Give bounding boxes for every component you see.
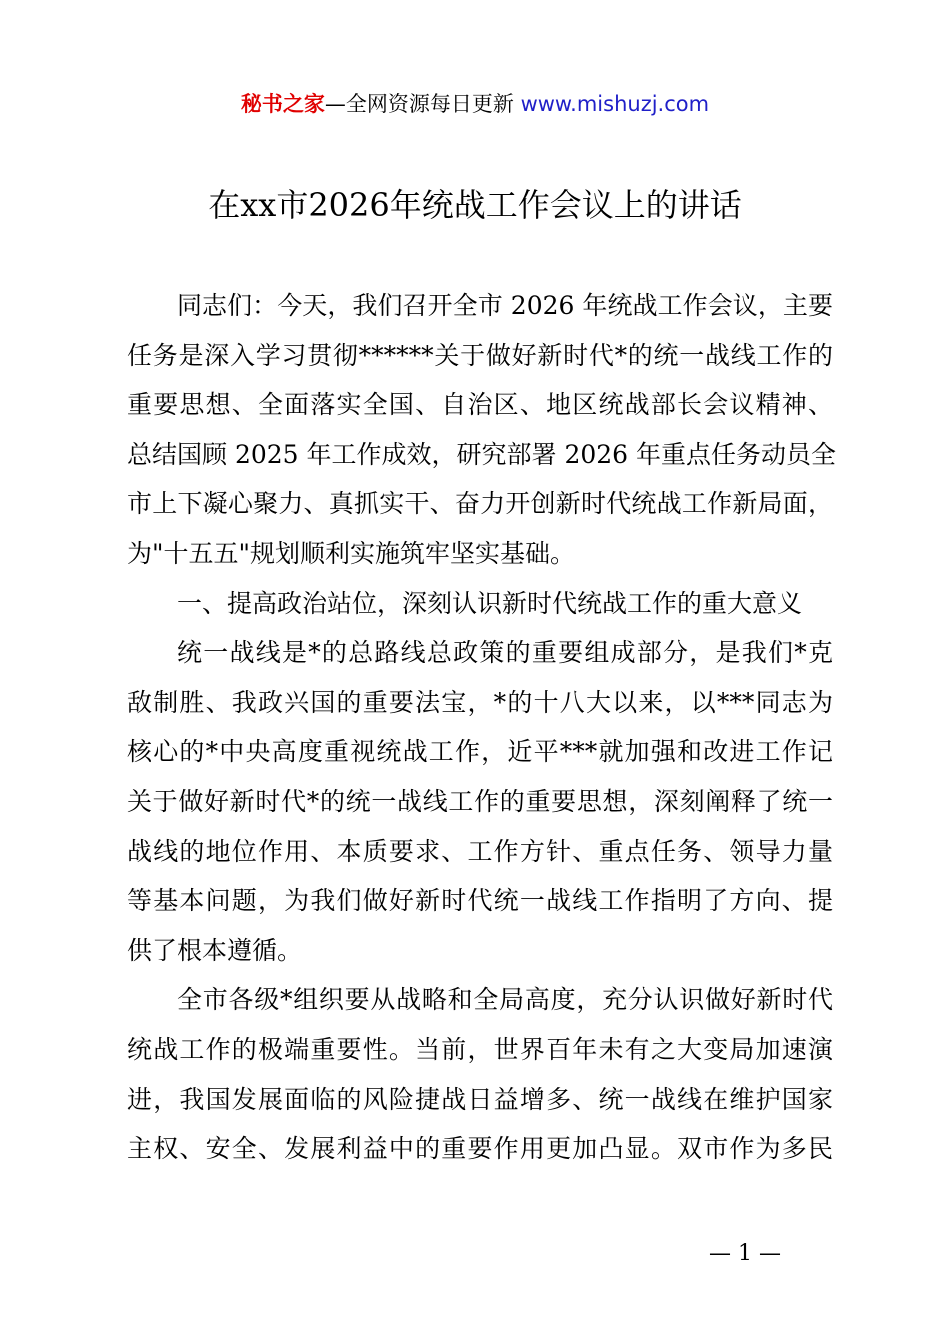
site-tagline: —全网资源每日更新 (324, 92, 521, 116)
text-line: 关于做好新时代*的统一战线工作的重要思想，深刻阐释了统一 (127, 786, 833, 816)
text-line: 敌制胜、我政兴国的重要法宝，*的十八大以来，以***同志为 (127, 687, 833, 717)
text-line: 重要思想、全面落实全国、自治区、地区统战部长会议精神、 (127, 390, 833, 420)
text-line: 全市各级*组织要从战略和全局高度，充分认识做好新时代 (177, 985, 833, 1015)
text-line: 供了根本遵循。 (127, 935, 303, 965)
paragraph-strategic (127, 975, 833, 1173)
text-line: 总结国顾 2025 年工作成效，研究部署 2026 年重点任务动员全 (127, 439, 837, 469)
text-line: 为"十五五"规划顺利实施筑牢坚实基础。 (127, 538, 575, 568)
paragraph-united-front (127, 628, 833, 975)
text-line: 任务是深入学习贯彻******关于做好新时代*的统一战线工作的 (127, 340, 833, 370)
text-line: 核心的*中央高度重视统战工作，近平***就加强和改进工作记 (127, 737, 833, 767)
site-watermark-header (0, 88, 950, 120)
text-line: 统战工作的极端重要性。当前，世界百年未有之大变局加速演 (127, 1034, 833, 1064)
text-line: 同志们：今天，我们召开全市 2026 年统战工作会议，主要 (177, 291, 833, 320)
paragraph-opening (127, 281, 837, 579)
text-line: 等基本问题，为我们做好新时代统一战线工作指明了方向、提 (127, 886, 833, 916)
site-brand: 秘书之家 (240, 92, 325, 116)
page-number: — 1 — (709, 1241, 781, 1266)
document-body (127, 281, 837, 1174)
text-line: 统一战线是*的总路线总政策的重要组成部分，是我们*克 (177, 638, 833, 668)
document-title: 在xx市2026年统战工作会议上的讲话 (208, 186, 742, 224)
text-line: 进，我国发展面临的风险捷战日益增多、统一战线在维护国家 (127, 1084, 833, 1114)
text-line: 战线的地位作用、本质要求、工作方针、重点任务、领导力量 (127, 836, 833, 866)
text-line: 主权、安全、发展利益中的重要作用更加凸显。双市作为多民 (127, 1134, 833, 1164)
section-heading-1 (127, 579, 833, 629)
text-line: 市上下凝心聚力、真抓实干、奋力开创新时代统战工作新局面， (127, 489, 833, 519)
site-url: www.mishuzj.com (520, 92, 710, 116)
text-line: 一、提高政治站位，深刻认识新时代统战工作的重大意义 (177, 588, 803, 618)
